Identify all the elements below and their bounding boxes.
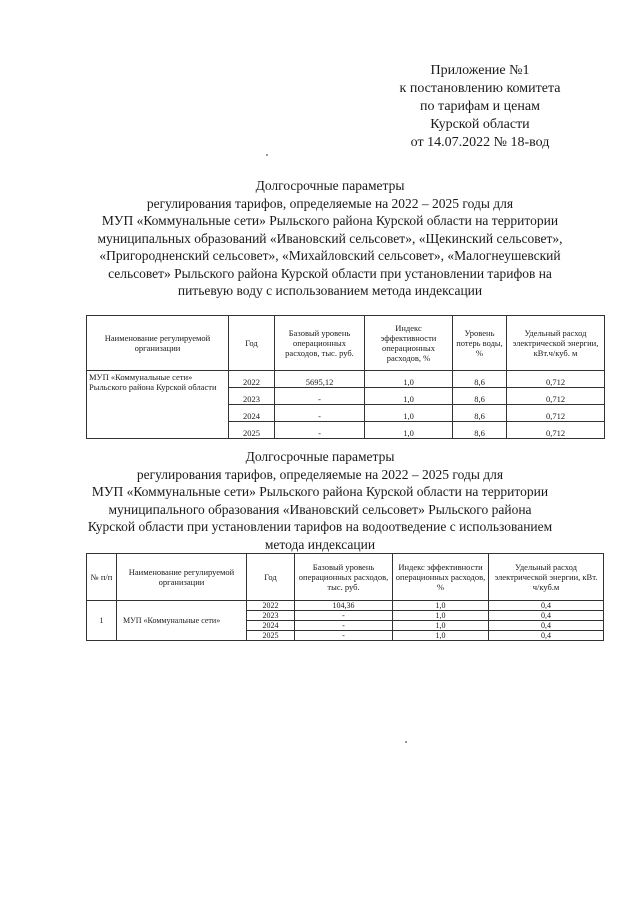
year-cell: 2025 [229, 422, 275, 439]
efficiency-index-cell: 1,0 [393, 621, 489, 631]
year-cell: 2022 [247, 601, 295, 611]
organization-cell: МУП «Коммунальные сети» [117, 601, 247, 641]
header-base-expenses: Базовый уровень операционных расходов, тыс. руб. [295, 554, 393, 601]
water-loss-cell: 8,6 [453, 405, 507, 422]
base-expenses-cell: - [275, 422, 365, 439]
energy-consumption-cell: 0,712 [507, 371, 605, 388]
year-cell: 2024 [247, 621, 295, 631]
year-cell: 2025 [247, 631, 295, 641]
title-line: сельсовет» Рыльского района Курской области при установлении тарифов на [108, 265, 552, 281]
header-organization: Наименование регулируемой организации [117, 554, 247, 601]
appendix-resolution: к постановлению комитета [399, 81, 561, 96]
table-row [87, 601, 604, 611]
year-cell: 2022 [229, 371, 275, 388]
water-tariff-table [86, 315, 605, 439]
base-expenses-cell: - [295, 631, 393, 641]
base-expenses-cell: - [275, 388, 365, 405]
energy-consumption-cell: 0,4 [489, 601, 604, 611]
efficiency-index-cell: 1,0 [365, 371, 453, 388]
year-cell: 2023 [229, 388, 275, 405]
year-cell: 2023 [247, 611, 295, 621]
header-water-loss: Уровень потерь воды, % [453, 316, 507, 371]
energy-consumption-cell: 0,4 [489, 631, 604, 641]
title-line: регулирования тарифов, определяемые на 2022 – 2025 годы для [146, 195, 514, 211]
appendix-region: Курской области [430, 117, 530, 132]
base-expenses-cell: 5695,12 [275, 371, 365, 388]
header-energy-consumption: Удельный расход электрической энергии, кВт.ч/куб. м [507, 316, 605, 371]
efficiency-index-cell: 1,0 [393, 631, 489, 641]
table-header-row [87, 316, 605, 371]
organization-cell: МУП «Коммунальные сети» Рыльского района Курской области [87, 371, 229, 439]
efficiency-index-cell: 1,0 [365, 422, 453, 439]
header-year: Год [229, 316, 275, 371]
title-line: муниципальных образований «Ивановский сельсовет», «Щекинский сельсовет», [97, 230, 563, 246]
water-loss-cell: 8,6 [453, 371, 507, 388]
header-energy-consumption: Удельный расход электрической энергии, кВт. ч/куб.м [489, 554, 604, 601]
efficiency-index-cell: 1,0 [365, 405, 453, 422]
appendix-number: Приложение №1 [430, 63, 530, 78]
energy-consumption-cell: 0,712 [507, 405, 605, 422]
title-line: МУП «Коммунальные сети» Рыльского района Курской области на территории [101, 213, 559, 228]
header-organization: Наименование регулируемой организации [87, 316, 229, 371]
title-line: муниципального образования «Ивановский сельсовет» Рыльского района [108, 501, 532, 517]
table-row [87, 371, 605, 388]
title-line: «Пригородненский сельсовет», «Михайловский сельсовет», «Малогнеушевский [99, 248, 561, 263]
appendix-committee: по тарифам и ценам [420, 99, 540, 114]
title-line: МУП «Коммунальные сети» Рыльского района Курской области на территории [91, 484, 549, 499]
title-line: питьевую воду с использованием метода индексации [177, 283, 483, 298]
energy-consumption-cell: 0,4 [489, 621, 604, 631]
section1-title [70, 177, 590, 300]
title-line: Курской области при установлении тарифов на водоотведение с использованием [87, 519, 553, 534]
water-loss-cell: 8,6 [453, 422, 507, 439]
header-number: № п/п [87, 554, 117, 601]
table-header-row [87, 554, 604, 601]
header-year: Год [247, 554, 295, 601]
year-cell: 2024 [229, 405, 275, 422]
energy-consumption-cell: 0,712 [507, 422, 605, 439]
appendix-header [380, 62, 580, 152]
base-expenses-cell: - [295, 621, 393, 631]
header-efficiency-index: Индекс эффективности операционных расходов, % [365, 316, 453, 371]
title-line: Долгосрочные параметры [245, 449, 395, 464]
efficiency-index-cell: 1,0 [393, 601, 489, 611]
appendix-date: от 14.07.2022 № 18-вод [410, 135, 550, 150]
number-cell: 1 [87, 601, 117, 641]
efficiency-index-cell: 1,0 [393, 611, 489, 621]
energy-consumption-cell: 0,4 [489, 611, 604, 621]
scan-speck [405, 741, 407, 743]
title-line: регулирования тарифов, определяемые на 2022 – 2025 годы для [136, 466, 504, 482]
header-efficiency-index: Индекс эффективности операционных расходов, % [393, 554, 489, 601]
base-expenses-cell: - [275, 405, 365, 422]
energy-consumption-cell: 0,712 [507, 388, 605, 405]
base-expenses-cell: - [295, 611, 393, 621]
base-expenses-cell: 104,36 [295, 601, 393, 611]
title-line: метода индексации [264, 536, 376, 552]
section2-title [60, 448, 580, 553]
scan-speck [266, 154, 268, 156]
wastewater-tariff-table [86, 553, 604, 641]
water-loss-cell: 8,6 [453, 388, 507, 405]
efficiency-index-cell: 1,0 [365, 388, 453, 405]
header-base-expenses: Базовый уровень операционных расходов, тыс. руб. [275, 316, 365, 371]
title-line: Долгосрочные параметры [255, 178, 405, 193]
